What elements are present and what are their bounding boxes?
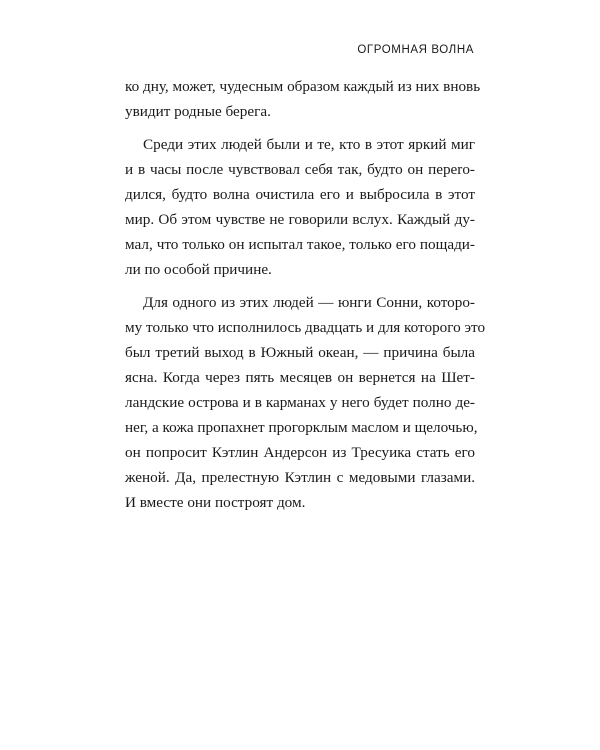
text-line: мал, что только он испытал такое, только его пощади- — [125, 236, 475, 253]
text-line: ли по особой причине. — [125, 261, 272, 278]
text-line: женой. Да, прелестную Кэтлин с медовыми глазами. — [125, 469, 475, 486]
text-line: был третий выход в Южный океан, — причина была — [125, 344, 475, 361]
text-line: и в часы после чувствовал себя так, будто он перero- — [125, 161, 475, 178]
text-line: дился, будто волна очистила его и выбросила в этот — [125, 186, 475, 203]
text-line: нег, а кожа пропахнет прогорклым маслом и щелочью, — [125, 419, 478, 436]
text-line: увидит родные берега. — [125, 103, 271, 120]
text-line: ко дну, может, чудесным образом каждый из них вновь — [125, 78, 481, 95]
text-line: мир. Об этом чувстве не говорили вслух. Каждый ду- — [125, 211, 475, 228]
text-line: ландские острова и в карманах у него будет полно де- — [125, 394, 475, 411]
text-line: ясна. Когда через пять месяцев он вернется на Шет- — [125, 369, 475, 386]
text-line: И вместе они построят дом. — [125, 494, 306, 511]
paragraph-1 — [125, 74, 481, 124]
text-line: Среди этих людей были и те, кто в этот яркий миг — [143, 136, 475, 153]
paragraph-3 — [125, 290, 486, 515]
text-line: му только что исполнилось двадцать и для которого это — [125, 319, 486, 336]
text-line: он попросит Кэтлин Андерсон из Тресуика стать его — [125, 444, 475, 461]
text-line: Для одного из этих людей — юнги Сонни, которо- — [143, 294, 475, 311]
running-head: ОГРОМНАЯ ВОЛНА — [357, 44, 474, 56]
body-text — [125, 74, 486, 515]
paragraph-2 — [125, 132, 475, 282]
